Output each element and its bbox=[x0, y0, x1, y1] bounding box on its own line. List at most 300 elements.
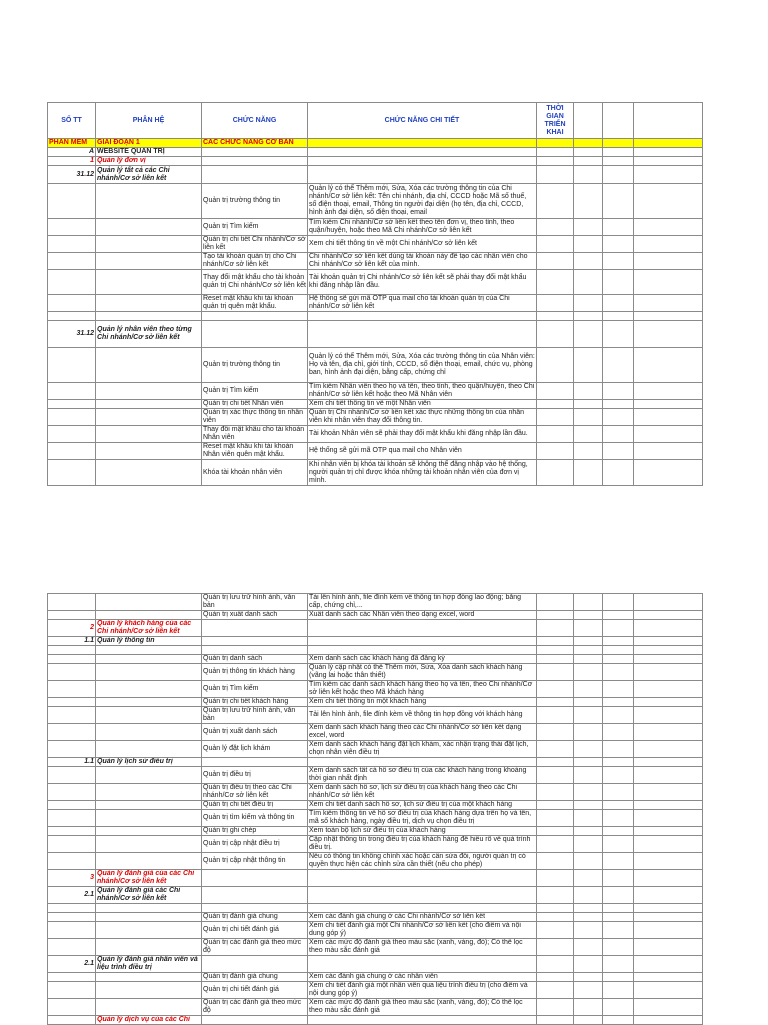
chi-tiet-cell: Xem chi tiết thông tin về một Chi nhánh/Cơ sở liên kết bbox=[308, 236, 537, 253]
empty-cell bbox=[634, 148, 703, 157]
empty-cell bbox=[537, 594, 574, 611]
empty-cell bbox=[634, 698, 703, 707]
chuc-nang-cell bbox=[202, 904, 308, 913]
empty-cell bbox=[603, 637, 634, 646]
empty-cell bbox=[603, 741, 634, 758]
chi-tiet-cell: Chi nhánh/Cơ sở liên kết dùng tài khoản này để tạo các nhân viên cho Chi nhánh/Cơ sở liên kết của mình. bbox=[308, 253, 537, 270]
empty-cell bbox=[603, 655, 634, 664]
empty-cell bbox=[603, 681, 634, 698]
empty-cell bbox=[574, 1016, 603, 1025]
table-row bbox=[48, 409, 703, 426]
chuc-nang-cell bbox=[202, 312, 308, 321]
stt-cell bbox=[48, 253, 96, 270]
stt-cell: 1.1 bbox=[48, 637, 96, 646]
chuc-nang-cell: Quản trị Tìm kiếm bbox=[202, 681, 308, 698]
empty-cell bbox=[634, 594, 703, 611]
empty-cell bbox=[634, 646, 703, 655]
table-row bbox=[48, 321, 703, 348]
empty-cell bbox=[603, 664, 634, 681]
phan-he-cell bbox=[96, 973, 202, 982]
chi-tiet-cell: Tìm kiếm thông tin về hồ sơ điều trị của khách hàng dựa trên họ và tên, mã số khách hàng, ngày điều trị, dịch vụ chọn điều trị bbox=[308, 810, 537, 827]
empty-cell bbox=[603, 982, 634, 999]
empty-cell bbox=[574, 270, 603, 295]
stt-cell bbox=[48, 698, 96, 707]
chuc-nang-cell: Quản trị trường thông tin bbox=[202, 184, 308, 219]
empty-cell bbox=[537, 139, 574, 148]
table-row bbox=[48, 236, 703, 253]
empty-cell bbox=[537, 611, 574, 620]
chuc-nang-cell: Quản trị điều trị bbox=[202, 767, 308, 784]
phan-he-cell: Quản lý nhân viên theo từng Chi nhánh/Cơ sở liên kết bbox=[96, 321, 202, 348]
chi-tiet-cell: Tài khoản Nhân viên sẽ phải thay đổi mật khẩu khi đăng nhập lần đầu. bbox=[308, 426, 537, 443]
phan-he-cell bbox=[96, 664, 202, 681]
table-row bbox=[48, 637, 703, 646]
chuc-nang-cell: Quản trị chi tiết điều trị bbox=[202, 801, 308, 810]
chuc-nang-cell: Quản trị cập nhật thông tin bbox=[202, 853, 308, 870]
empty-cell bbox=[634, 973, 703, 982]
empty-cell bbox=[634, 270, 703, 295]
stt-cell bbox=[48, 594, 96, 611]
empty-cell bbox=[603, 767, 634, 784]
header-chi-tiet: CHỨC NĂNG CHI TIẾT bbox=[308, 103, 537, 139]
phan-he-cell bbox=[96, 767, 202, 784]
empty-cell bbox=[574, 922, 603, 939]
empty-cell bbox=[603, 460, 634, 486]
phan-he-cell bbox=[96, 409, 202, 426]
phan-he-cell bbox=[96, 594, 202, 611]
stt-cell: 31.12 bbox=[48, 166, 96, 184]
table-row bbox=[48, 698, 703, 707]
stt-cell bbox=[48, 184, 96, 219]
stt-cell bbox=[48, 999, 96, 1016]
phan-he-cell: Quản lý đánh giá nhân viên và liệu trình điều trị bbox=[96, 956, 202, 973]
chuc-nang-cell: Quản trị chi tiết khách hàng bbox=[202, 698, 308, 707]
table-row bbox=[48, 426, 703, 443]
empty-cell bbox=[537, 913, 574, 922]
empty-cell bbox=[634, 348, 703, 383]
table-row bbox=[48, 219, 703, 236]
empty-cell bbox=[537, 166, 574, 184]
table-row bbox=[48, 758, 703, 767]
empty-cell bbox=[537, 646, 574, 655]
header-thoi-gian: THỜI GIAN TRIỂN KHAI bbox=[537, 103, 574, 139]
chi-tiet-cell: Xem chi tiết danh sách hồ sơ, lịch sử điều trị của một khách hàng bbox=[308, 801, 537, 810]
empty-cell bbox=[537, 973, 574, 982]
empty-cell bbox=[634, 655, 703, 664]
chuc-nang-cell: Quản trị đánh giá chung bbox=[202, 973, 308, 982]
chuc-nang-cell: Quản trị chi tiết đánh giá bbox=[202, 982, 308, 999]
chuc-nang-cell bbox=[202, 148, 308, 157]
empty-cell bbox=[537, 956, 574, 973]
chi-tiet-cell: Xem danh sách khách hàng đặt lịch khám, xác nhận trạng thái đặt lịch, chọn nhân viên điều trị bbox=[308, 741, 537, 758]
table-row bbox=[48, 157, 703, 166]
empty-cell bbox=[634, 321, 703, 348]
empty-cell bbox=[537, 157, 574, 166]
header-stt: SỐ TT bbox=[48, 103, 96, 139]
empty-cell bbox=[634, 870, 703, 887]
table-row bbox=[48, 904, 703, 913]
chuc-nang-cell bbox=[202, 620, 308, 637]
phan-he-cell bbox=[96, 219, 202, 236]
chuc-nang-cell: Quản trị các đánh giá theo mức độ bbox=[202, 939, 308, 956]
table-row bbox=[48, 295, 703, 312]
empty-cell bbox=[603, 312, 634, 321]
empty-cell bbox=[634, 956, 703, 973]
table-row bbox=[48, 999, 703, 1016]
empty-cell bbox=[574, 295, 603, 312]
stt-cell bbox=[48, 810, 96, 827]
chuc-nang-cell: Quản trị chi tiết Nhân viên bbox=[202, 400, 308, 409]
empty-cell bbox=[634, 219, 703, 236]
stt-cell bbox=[48, 646, 96, 655]
empty-cell bbox=[537, 383, 574, 400]
empty-cell bbox=[574, 956, 603, 973]
phan-he-cell bbox=[96, 400, 202, 409]
phan-he-cell bbox=[96, 827, 202, 836]
empty-cell bbox=[634, 801, 703, 810]
table-row bbox=[48, 664, 703, 681]
header-chuc-nang: CHỨC NĂNG bbox=[202, 103, 308, 139]
table-row bbox=[48, 620, 703, 637]
empty-cell bbox=[574, 383, 603, 400]
chi-tiet-cell bbox=[308, 646, 537, 655]
table-row bbox=[48, 922, 703, 939]
empty-cell bbox=[537, 982, 574, 999]
empty-cell bbox=[603, 443, 634, 460]
stt-cell bbox=[48, 236, 96, 253]
empty-cell bbox=[537, 426, 574, 443]
empty-cell bbox=[603, 236, 634, 253]
chi-tiet-cell bbox=[308, 758, 537, 767]
phan-he-cell bbox=[96, 646, 202, 655]
chi-tiet-cell: Tìm kiếm Nhân viên theo họ và tên, theo tỉnh, theo quận/huyện, theo Chi nhánh/Cơ sở liên kết hoặc theo Mã Nhân viên bbox=[308, 383, 537, 400]
table-row bbox=[48, 836, 703, 853]
empty-cell bbox=[634, 184, 703, 219]
empty-cell bbox=[574, 999, 603, 1016]
stt-cell bbox=[48, 707, 96, 724]
empty-cell bbox=[574, 166, 603, 184]
table-row bbox=[48, 611, 703, 620]
empty-cell bbox=[537, 999, 574, 1016]
empty-cell bbox=[634, 767, 703, 784]
stt-cell bbox=[48, 724, 96, 741]
chi-tiet-cell: Xem chi tiết đánh giá một nhân viên qua liệu trình điều trị (cho điểm và nội dung góp ý) bbox=[308, 982, 537, 999]
empty-cell bbox=[634, 312, 703, 321]
empty-cell bbox=[537, 236, 574, 253]
empty-cell bbox=[537, 184, 574, 219]
chi-tiet-cell: Xem danh sách hồ sơ, lịch sử điều trị của khách hàng theo các Chi nhánh/Cơ sở liên kết bbox=[308, 784, 537, 801]
table-row bbox=[48, 594, 703, 611]
stt-cell: PHẦN MỀM bbox=[48, 139, 96, 148]
empty-cell bbox=[634, 922, 703, 939]
feature-table-part-1 bbox=[47, 102, 703, 486]
stt-cell bbox=[48, 611, 96, 620]
chuc-nang-cell: Thay đổi mật khẩu cho tài khoản Nhân viên bbox=[202, 426, 308, 443]
chi-tiet-cell bbox=[308, 870, 537, 887]
chuc-nang-cell: Quản trị cập nhật điều trị bbox=[202, 836, 308, 853]
empty-cell bbox=[603, 321, 634, 348]
phan-he-cell: WEBSITE QUẢN TRỊ bbox=[96, 148, 202, 157]
chi-tiet-cell: Tải lên hình ảnh, file đính kèm về thông tin hợp đồng lao động; bằng cấp, chứng chỉ,... bbox=[308, 594, 537, 611]
table-row bbox=[48, 801, 703, 810]
phan-he-cell bbox=[96, 443, 202, 460]
table-row bbox=[48, 148, 703, 157]
phan-he-cell bbox=[96, 784, 202, 801]
chi-tiet-cell: Xem các đánh giá chung ở các Chi nhánh/Cơ sở liên kết bbox=[308, 913, 537, 922]
phan-he-cell bbox=[96, 698, 202, 707]
chi-tiet-cell: Quản lý có thể Thêm mới, Sửa, Xóa các trường thông tin của Nhân viên: Họ và tên, địa chỉ, giới tính, CCCD, số điện thoại, email, chức vụ, phòng ban, hình ảnh đại diện, bằng cấp, chứng chỉ bbox=[308, 348, 537, 383]
empty-cell bbox=[634, 139, 703, 148]
chi-tiet-cell bbox=[308, 157, 537, 166]
chuc-nang-cell bbox=[202, 166, 308, 184]
empty-cell bbox=[537, 460, 574, 486]
table-row bbox=[48, 681, 703, 698]
table-row bbox=[48, 184, 703, 219]
table-row bbox=[48, 973, 703, 982]
chuc-nang-cell: Thay đổi mật khẩu cho tài khoản quản trị Chi nhánh/Cơ sở liên kết bbox=[202, 270, 308, 295]
empty-cell bbox=[634, 836, 703, 853]
stt-cell bbox=[48, 784, 96, 801]
stt-cell bbox=[48, 904, 96, 913]
empty-cell bbox=[603, 870, 634, 887]
phan-he-cell: Quản lý thông tin bbox=[96, 637, 202, 646]
empty-cell bbox=[603, 887, 634, 904]
chuc-nang-cell: Quản trị xuất danh sách bbox=[202, 724, 308, 741]
phan-he-cell bbox=[96, 939, 202, 956]
empty-cell bbox=[537, 784, 574, 801]
empty-cell bbox=[537, 698, 574, 707]
empty-cell bbox=[603, 939, 634, 956]
phan-he-cell: Quản lý đánh giá của các Chi nhánh/Cơ sở liên kết bbox=[96, 870, 202, 887]
stt-cell bbox=[48, 913, 96, 922]
stt-cell bbox=[48, 664, 96, 681]
table-row bbox=[48, 460, 703, 486]
table-row bbox=[48, 646, 703, 655]
chi-tiet-cell: Quản lý có thể Thêm mới, Sửa, Xóa các trường thông tin của Chi nhánh/Cơ sở liên kết: Tên chi nhánh, địa chỉ, CCCD hoặc Mã số thuế, số điện thoại, email, Thông tin người đại diện (họ tên, địa chỉ, CCCD, hình ảnh đại diện, số điện thoại, email bbox=[308, 184, 537, 219]
empty-cell bbox=[574, 939, 603, 956]
empty-cell bbox=[537, 253, 574, 270]
empty-cell bbox=[634, 827, 703, 836]
empty-cell bbox=[574, 620, 603, 637]
stt-cell bbox=[48, 655, 96, 664]
table-header-row bbox=[48, 103, 703, 139]
chi-tiet-cell bbox=[308, 956, 537, 973]
empty-cell bbox=[574, 707, 603, 724]
stt-cell: 3 bbox=[48, 870, 96, 887]
empty-cell bbox=[537, 724, 574, 741]
stt-cell bbox=[48, 1016, 96, 1025]
chuc-nang-cell: Tạo tài khoản quản trị cho Chi nhánh/Cơ sở liên kết bbox=[202, 253, 308, 270]
stt-cell bbox=[48, 460, 96, 486]
phan-he-cell bbox=[96, 611, 202, 620]
chuc-nang-cell: Khóa tài khoản nhân viên bbox=[202, 460, 308, 486]
header-empty-cell bbox=[603, 103, 634, 139]
chuc-nang-cell bbox=[202, 758, 308, 767]
chi-tiet-cell: Quản trị Chi nhánh/Cơ sở liên kết xác thực những thông tin của nhân viên khi nhân viên thay đổi thông tin. bbox=[308, 409, 537, 426]
empty-cell bbox=[603, 270, 634, 295]
header-empty-cell bbox=[574, 103, 603, 139]
empty-cell bbox=[634, 664, 703, 681]
empty-cell bbox=[537, 620, 574, 637]
empty-cell bbox=[574, 664, 603, 681]
empty-cell bbox=[603, 409, 634, 426]
phan-he-cell bbox=[96, 295, 202, 312]
empty-cell bbox=[603, 139, 634, 148]
empty-cell bbox=[574, 184, 603, 219]
chuc-nang-cell: Quản trị tìm kiếm và thông tin bbox=[202, 810, 308, 827]
empty-cell bbox=[634, 166, 703, 184]
header-phan-he: PHÂN HỆ bbox=[96, 103, 202, 139]
empty-cell bbox=[574, 611, 603, 620]
empty-cell bbox=[603, 707, 634, 724]
table-row bbox=[48, 707, 703, 724]
phan-he-cell bbox=[96, 836, 202, 853]
empty-cell bbox=[537, 853, 574, 870]
stt-cell: 2 bbox=[48, 620, 96, 637]
phan-he-cell bbox=[96, 741, 202, 758]
empty-cell bbox=[603, 801, 634, 810]
stt-cell bbox=[48, 939, 96, 956]
chi-tiet-cell: Xem danh sách các khách hàng đã đăng ký bbox=[308, 655, 537, 664]
chuc-nang-cell: CÁC CHỨC NĂNG CƠ BẢN bbox=[202, 139, 308, 148]
empty-cell bbox=[574, 681, 603, 698]
chuc-nang-cell: Quản trị ghi chép bbox=[202, 827, 308, 836]
chuc-nang-cell bbox=[202, 1016, 308, 1025]
empty-cell bbox=[537, 1016, 574, 1025]
empty-cell bbox=[574, 698, 603, 707]
chi-tiet-cell: Tải lên hình ảnh, file đính kèm về thông tin hợp đồng với khách hàng bbox=[308, 707, 537, 724]
stt-cell bbox=[48, 836, 96, 853]
stt-cell bbox=[48, 426, 96, 443]
empty-cell bbox=[537, 836, 574, 853]
phan-he-cell bbox=[96, 383, 202, 400]
chi-tiet-cell bbox=[308, 620, 537, 637]
chuc-nang-cell bbox=[202, 956, 308, 973]
phan-he-cell bbox=[96, 724, 202, 741]
chuc-nang-cell: Quản trị Tìm kiếm bbox=[202, 219, 308, 236]
chi-tiet-cell bbox=[308, 637, 537, 646]
stt-cell bbox=[48, 409, 96, 426]
stt-cell bbox=[48, 982, 96, 999]
table-row bbox=[48, 810, 703, 827]
empty-cell bbox=[537, 870, 574, 887]
empty-cell bbox=[537, 148, 574, 157]
empty-cell bbox=[634, 637, 703, 646]
empty-cell bbox=[574, 982, 603, 999]
empty-cell bbox=[537, 655, 574, 664]
empty-cell bbox=[634, 157, 703, 166]
empty-cell bbox=[634, 784, 703, 801]
empty-cell bbox=[603, 426, 634, 443]
empty-cell bbox=[634, 611, 703, 620]
table-row bbox=[48, 253, 703, 270]
phan-he-cell bbox=[96, 999, 202, 1016]
chi-tiet-cell bbox=[308, 1016, 537, 1025]
empty-cell bbox=[537, 801, 574, 810]
chi-tiet-cell: Hệ thống sẽ gửi mã OTP qua mail cho Nhân viên bbox=[308, 443, 537, 460]
empty-cell bbox=[603, 784, 634, 801]
chuc-nang-cell bbox=[202, 887, 308, 904]
chuc-nang-cell: Quản trị điều trị theo các Chi nhánh/Cơ sở liên kết bbox=[202, 784, 308, 801]
empty-cell bbox=[537, 707, 574, 724]
stt-cell: 2.1 bbox=[48, 887, 96, 904]
empty-cell bbox=[603, 620, 634, 637]
empty-cell bbox=[574, 646, 603, 655]
empty-cell bbox=[603, 1016, 634, 1025]
header-empty-cell bbox=[634, 103, 703, 139]
empty-cell bbox=[634, 400, 703, 409]
empty-cell bbox=[603, 956, 634, 973]
empty-cell bbox=[634, 460, 703, 486]
chi-tiet-cell bbox=[308, 139, 537, 148]
empty-cell bbox=[603, 383, 634, 400]
empty-cell bbox=[603, 827, 634, 836]
empty-cell bbox=[634, 982, 703, 999]
empty-cell bbox=[634, 409, 703, 426]
table-row bbox=[48, 270, 703, 295]
table-row bbox=[48, 741, 703, 758]
empty-cell bbox=[574, 312, 603, 321]
empty-cell bbox=[537, 443, 574, 460]
phan-he-cell bbox=[96, 810, 202, 827]
chi-tiet-cell bbox=[308, 312, 537, 321]
empty-cell bbox=[574, 594, 603, 611]
empty-cell bbox=[537, 664, 574, 681]
table-row bbox=[48, 913, 703, 922]
chi-tiet-cell: Xem các mức độ đánh giá theo màu sắc (xanh, vàng, đỏ); Có thể lọc theo màu sắc đánh giá bbox=[308, 999, 537, 1016]
chuc-nang-cell: Quản trị thông tin khách hàng bbox=[202, 664, 308, 681]
empty-cell bbox=[634, 758, 703, 767]
phan-he-cell bbox=[96, 681, 202, 698]
empty-cell bbox=[603, 810, 634, 827]
phan-he-cell bbox=[96, 913, 202, 922]
empty-cell bbox=[574, 637, 603, 646]
chuc-nang-cell: Quản trị Tìm kiếm bbox=[202, 383, 308, 400]
chi-tiet-cell: Xem toàn bộ lịch sử điều trị của khách hàng bbox=[308, 827, 537, 836]
phan-he-cell: Quản lý dịch vụ của các Chi bbox=[96, 1016, 202, 1025]
table-row bbox=[48, 982, 703, 999]
stt-cell: A bbox=[48, 148, 96, 157]
chuc-nang-cell: Quản trị chi tiết đánh giá bbox=[202, 922, 308, 939]
stt-cell: 2.1 bbox=[48, 956, 96, 973]
empty-cell bbox=[603, 348, 634, 383]
table-row bbox=[48, 312, 703, 321]
table-row bbox=[48, 956, 703, 973]
stt-cell bbox=[48, 801, 96, 810]
chi-tiet-cell: Xem các mức độ đánh giá theo màu sắc (xanh, vàng, đỏ); Có thể lọc theo màu sắc đánh giá bbox=[308, 939, 537, 956]
empty-cell bbox=[574, 810, 603, 827]
empty-cell bbox=[574, 784, 603, 801]
phan-he-cell bbox=[96, 460, 202, 486]
phan-he-cell: Quản lý đơn vị bbox=[96, 157, 202, 166]
table-row bbox=[48, 383, 703, 400]
empty-cell bbox=[603, 973, 634, 982]
empty-cell bbox=[634, 1016, 703, 1025]
empty-cell bbox=[634, 236, 703, 253]
chi-tiet-cell: Xem các đánh giá chung ở các nhân viên bbox=[308, 973, 537, 982]
phan-he-cell bbox=[96, 270, 202, 295]
empty-cell bbox=[634, 724, 703, 741]
empty-cell bbox=[634, 295, 703, 312]
chuc-nang-cell bbox=[202, 321, 308, 348]
chi-tiet-cell: Khi nhân viên bị khóa tài khoản sẽ không thể đăng nhập vào hệ thống, người quản trị chỉ được khóa những tài khoản nhân viên của đơn vị mình. bbox=[308, 460, 537, 486]
chi-tiet-cell: Xem danh sách khách hàng theo các Chi nhánh/Cơ sở liên kết dạng excel, word bbox=[308, 724, 537, 741]
table-row bbox=[48, 939, 703, 956]
chi-tiet-cell: Quản lý cập nhật có thể Thêm mới, Sửa, Xóa danh sách khách hàng (vãng lai hoặc thân thiết) bbox=[308, 664, 537, 681]
empty-cell bbox=[634, 741, 703, 758]
stt-cell bbox=[48, 767, 96, 784]
empty-cell bbox=[603, 253, 634, 270]
